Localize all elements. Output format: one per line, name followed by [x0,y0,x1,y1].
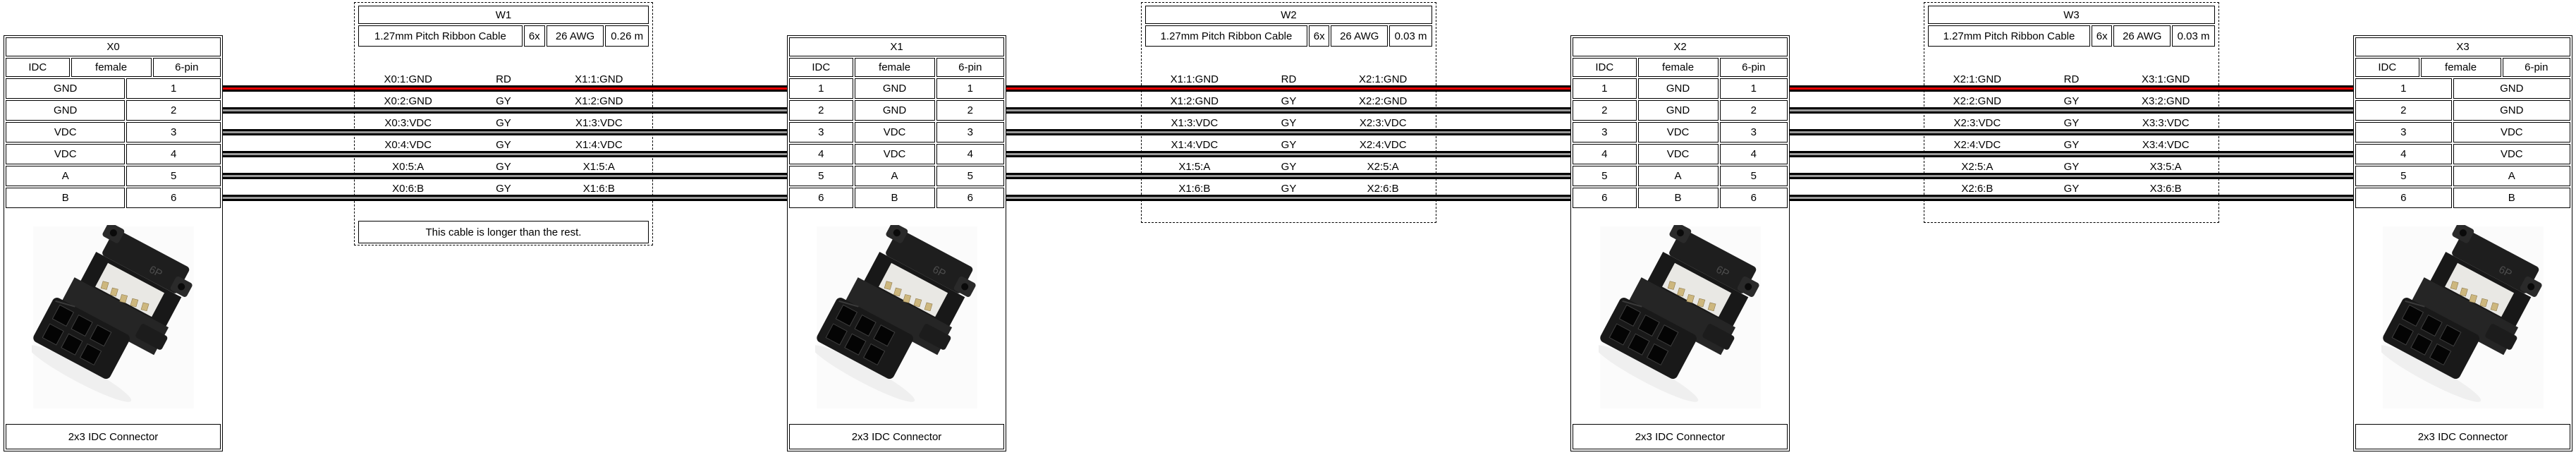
pin-name: GND [855,78,935,99]
pin-number: 1 [2355,78,2452,99]
wire-to-label: X2:3:VDC [1359,117,1407,129]
pin-number-right: 5 [1720,166,1788,186]
wire-from-label: X2:3:VDC [1953,117,2001,129]
wire-from-label: X2:5:A [1961,161,1994,173]
wire-line [1790,129,2353,135]
connector-x0 [4,35,223,451]
wire-color-code: GY [496,161,511,173]
wire-line [1790,195,2353,201]
pin-name: GND [2453,100,2570,121]
pin-name: VDC [1638,122,1719,142]
connector-caption: 2x3 IDC Connector [6,424,221,449]
wire-from-label: X1:1:GND [1170,73,1219,85]
wire-from-label: X1:3:VDC [1171,117,1219,129]
pin-number-left: 4 [789,144,853,164]
pin-name: VDC [2453,122,2570,142]
wire-line [223,129,787,135]
wire-line [223,151,787,157]
wire-from-label: X1:6:B [1178,183,1211,195]
pin-number-right: 2 [936,100,1004,121]
wire-line [1790,85,2353,92]
pin-number: 5 [2355,166,2452,186]
wire-from-label: X1:2:GND [1170,95,1219,107]
connector-title: X3 [2355,37,2570,56]
connector-info-row [789,58,1004,77]
wire-color-code: GY [496,183,511,195]
pin-name: B [6,188,125,208]
idc-connector-photo [2381,225,2545,410]
pin-number-left: 6 [789,188,853,208]
connector-type: IDC [2355,58,2419,77]
pin-name: GND [2453,78,2570,99]
wire-line [1790,107,2353,114]
wire-to-label: X2:1:GND [1359,73,1408,85]
cable-wirecount: 6x [2092,25,2113,47]
wire-line [223,107,787,114]
wire-to-label: X1:3:VDC [575,117,623,129]
connector-title: X1 [789,37,1004,56]
idc-connector-photo [1599,225,1762,410]
pin-row [6,78,221,99]
pin-name: VDC [1638,144,1719,164]
pin-number: 6 [2355,188,2452,208]
wire-to-label: X3:6:B [2149,183,2182,195]
wire-color-code: GY [2063,161,2080,173]
cable-type: 1.27mm Pitch Ribbon Cable [358,25,523,47]
connector-pincount: 6-pin [2503,58,2570,77]
cable-length: 0.03 m [1389,25,1432,47]
wire-line [223,195,787,201]
wire-color-code: GY [496,139,511,151]
connector-info-row [1573,58,1788,77]
pin-name: GND [1638,100,1719,121]
pin-name: GND [1638,78,1719,99]
pin-row [2355,166,2570,186]
pin-number-left: 3 [789,122,853,142]
pin-name: A [2453,166,2570,186]
wire-from-label: X0:5:A [392,161,425,173]
wire-to-label: X2:2:GND [1359,95,1408,107]
connector-pincount: 6-pin [1720,58,1788,77]
pin-number-left: 1 [1573,78,1637,99]
wire-from-label: X2:4:VDC [1953,139,2001,151]
cable-header [1928,6,2215,47]
wire-line [1790,173,2353,179]
cable-type: 1.27mm Pitch Ribbon Cable [1145,25,1307,47]
wire-from-label: X0:2:GND [384,95,432,107]
cable-wirecount: 6x [524,25,545,47]
wire-line [1790,151,2353,157]
connector-info-row [6,58,221,77]
pin-number: 1 [126,78,221,99]
pin-number-right: 3 [936,122,1004,142]
connector-gender: female [1638,58,1719,77]
wire-line [1006,129,1570,135]
wire-color-code: RD [496,73,511,85]
pin-number: 4 [2355,144,2452,164]
pin-row [789,144,1004,164]
wire-to-label: X1:5:A [582,161,615,173]
wire-from-label: X1:4:VDC [1171,139,1219,151]
connector-gender: female [2421,58,2501,77]
connector-pincount: 6-pin [153,58,221,77]
pin-number-left: 1 [789,78,853,99]
wire-line [223,173,787,179]
pin-number-right: 3 [1720,122,1788,142]
pin-number-left: 4 [1573,144,1637,164]
pin-row [789,188,1004,208]
connector-gender: female [71,58,152,77]
wire-line [1006,85,1570,92]
wire-line [223,85,787,92]
pin-number: 2 [126,100,221,121]
connector-gender: female [855,58,935,77]
wire-to-label: X2:4:VDC [1359,139,1407,151]
connector-type: IDC [6,58,70,77]
cable-gauge: 26 AWG [547,25,604,47]
pin-row [2355,78,2570,99]
wire-color-code: GY [1281,183,1297,195]
wire-from-label: X2:2:GND [1953,95,2002,107]
cable-spec-row [358,25,649,47]
wire-from-label: X1:5:A [1178,161,1211,173]
pin-number: 3 [2355,122,2452,142]
connector-x1 [787,35,1006,451]
pin-name: A [1638,166,1719,186]
wire-to-label: X1:6:B [582,183,615,195]
pin-number-left: 2 [789,100,853,121]
pin-number: 5 [126,166,221,186]
wire-from-label: X0:6:B [392,183,425,195]
cable-length: 0.03 m [2172,25,2215,47]
cable-w1 [354,2,653,245]
wire-to-label: X1:1:GND [575,73,623,85]
pin-row [6,144,221,164]
wire-to-label: X3:2:GND [2142,95,2190,107]
pin-row [1573,100,1788,121]
wire-to-label: X2:6:B [1367,183,1399,195]
pin-number: 2 [2355,100,2452,121]
pin-number-left: 5 [1573,166,1637,186]
cable-gauge: 26 AWG [1331,25,1388,47]
wire-line [1006,151,1570,157]
pin-name: VDC [2453,144,2570,164]
pin-row [789,78,1004,99]
pin-row [789,122,1004,142]
pin-number-right: 4 [1720,144,1788,164]
cable-type: 1.27mm Pitch Ribbon Cable [1928,25,2090,47]
pin-row [1573,188,1788,208]
cable-gauge: 26 AWG [2113,25,2171,47]
pin-number-right: 1 [936,78,1004,99]
wire-from-label: X2:1:GND [1953,73,2002,85]
connector-caption: 2x3 IDC Connector [789,424,1004,449]
pin-name: A [6,166,125,186]
wire-line [1006,107,1570,114]
pin-row [6,122,221,142]
wire-color-code: GY [2063,183,2080,195]
wire-from-label: X0:4:VDC [384,139,432,151]
wire-to-label: X3:4:VDC [2142,139,2190,151]
wire-color-code: GY [496,95,511,107]
pin-number: 3 [126,122,221,142]
cable-spec-row [1928,25,2215,47]
cable-title: W2 [1145,6,1432,24]
wire-from-label: X0:3:VDC [384,117,432,129]
wire-color-code: RD [2063,73,2080,85]
wire-color-code: GY [1281,139,1297,151]
connector-info-row [2355,58,2570,77]
wire-color-code: GY [1281,117,1297,129]
pin-name: VDC [855,122,935,142]
pin-name: B [1638,188,1719,208]
pin-row [1573,122,1788,142]
wire-color-code: RD [1281,73,1297,85]
pin-number-right: 2 [1720,100,1788,121]
pin-name: GND [6,100,125,121]
cable-spec-row [1145,25,1432,47]
pin-name: GND [855,100,935,121]
connector-caption: 2x3 IDC Connector [1573,424,1788,449]
pin-row [2355,144,2570,164]
pin-number-right: 6 [936,188,1004,208]
idc-connector-photo [32,225,195,410]
cable-title: W3 [1928,6,2215,24]
wire-from-label: X0:1:GND [384,73,432,85]
wire-to-label: X3:3:VDC [2142,117,2190,129]
connector-type: IDC [789,58,853,77]
wire-to-label: X3:5:A [2149,161,2182,173]
pin-number: 6 [126,188,221,208]
pin-number-right: 1 [1720,78,1788,99]
pin-row [6,188,221,208]
wire-color-code: GY [1281,95,1297,107]
cable-header [358,6,649,47]
wire-color-code: GY [2063,95,2080,107]
pin-name: VDC [855,144,935,164]
pin-row [2355,100,2570,121]
wire-to-label: X1:4:VDC [575,139,623,151]
pin-number-left: 5 [789,166,853,186]
pin-number: 4 [126,144,221,164]
wire-line [1006,173,1570,179]
wire-to-label: X2:5:A [1367,161,1399,173]
wire-color-code: GY [1281,161,1297,173]
pin-number-right: 5 [936,166,1004,186]
cable-note: This cable is longer than the rest. [358,221,649,243]
pin-number-left: 3 [1573,122,1637,142]
pin-row [6,100,221,121]
pin-row [2355,188,2570,208]
wire-color-code: GY [2063,139,2080,151]
connector-type: IDC [1573,58,1637,77]
pin-row [789,166,1004,186]
wire-color-code: GY [496,117,511,129]
wire-to-label: X3:1:GND [2142,73,2190,85]
pin-number-left: 2 [1573,100,1637,121]
wire-from-label: X2:6:B [1961,183,1994,195]
pin-name: GND [6,78,125,99]
connector-caption: 2x3 IDC Connector [2355,424,2570,449]
wire-to-label: X1:2:GND [575,95,623,107]
idc-connector-photo [815,225,979,410]
wire-color-code: GY [2063,117,2080,129]
pin-row [6,166,221,186]
pin-name: B [2453,188,2570,208]
pin-name: A [855,166,935,186]
pin-number-right: 4 [936,144,1004,164]
connector-x3 [2353,35,2572,451]
pin-name: VDC [6,144,125,164]
connector-title: X0 [6,37,221,56]
connector-title: X2 [1573,37,1788,56]
cable-length: 0.26 m [605,25,649,47]
pin-row [2355,122,2570,142]
connector-x2 [1570,35,1790,451]
pin-name: VDC [6,122,125,142]
pin-row [1573,166,1788,186]
wire-line [1006,195,1570,201]
cable-wirecount: 6x [1309,25,1330,47]
cable-title: W1 [358,6,649,24]
pin-number-right: 6 [1720,188,1788,208]
pin-name: B [855,188,935,208]
connector-pincount: 6-pin [936,58,1004,77]
pin-row [1573,78,1788,99]
pin-row [789,100,1004,121]
cable-header [1145,6,1432,47]
pin-row [1573,144,1788,164]
pin-number-left: 6 [1573,188,1637,208]
